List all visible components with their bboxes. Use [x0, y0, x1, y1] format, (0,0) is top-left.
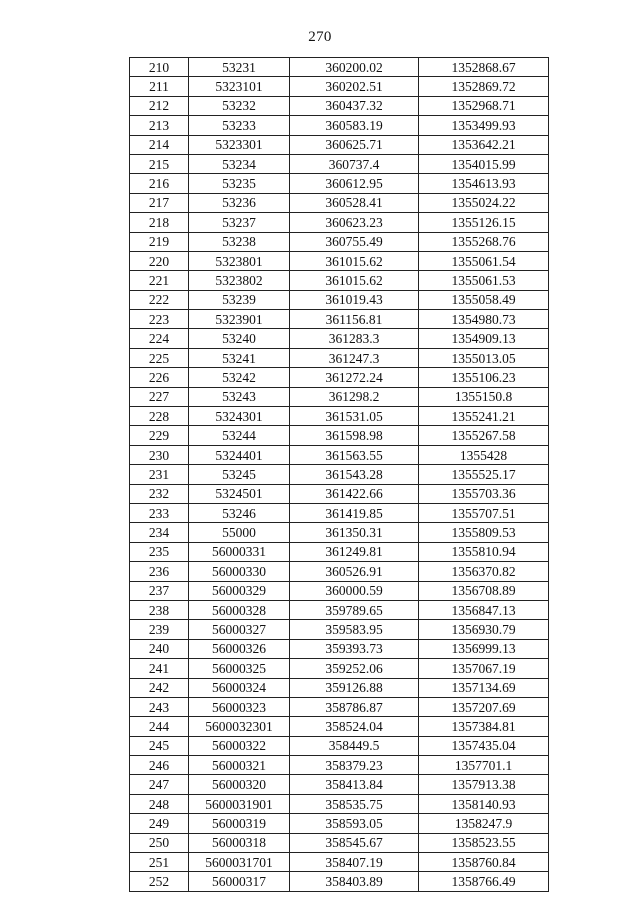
table-row	[130, 853, 549, 872]
point-id-cell: 56000331	[189, 542, 290, 561]
y-coordinate-cell: 1355061.53	[419, 271, 549, 290]
y-coordinate-cell: 1357701.1	[419, 756, 549, 775]
table-row	[130, 717, 549, 736]
table-row	[130, 368, 549, 387]
row-index-cell: 218	[130, 213, 189, 232]
row-index-cell: 243	[130, 697, 189, 716]
point-id-cell: 5600031901	[189, 794, 290, 813]
table-row	[130, 407, 549, 426]
y-coordinate-cell: 1355703.36	[419, 484, 549, 503]
x-coordinate-cell: 358593.05	[290, 814, 419, 833]
table-row	[130, 756, 549, 775]
table-row	[130, 290, 549, 309]
y-coordinate-cell: 1356847.13	[419, 600, 549, 619]
point-id-cell: 56000318	[189, 833, 290, 852]
table-row	[130, 348, 549, 367]
x-coordinate-cell: 361283.3	[290, 329, 419, 348]
row-index-cell: 234	[130, 523, 189, 542]
point-id-cell: 53246	[189, 503, 290, 522]
y-coordinate-cell: 1357435.04	[419, 736, 549, 755]
table-row	[130, 833, 549, 852]
table-row	[130, 542, 549, 561]
y-coordinate-cell: 1355106.23	[419, 368, 549, 387]
table-row	[130, 562, 549, 581]
table-row	[130, 697, 549, 716]
x-coordinate-cell: 358524.04	[290, 717, 419, 736]
x-coordinate-cell: 361543.28	[290, 465, 419, 484]
point-id-cell: 5324501	[189, 484, 290, 503]
x-coordinate-cell: 359583.95	[290, 620, 419, 639]
y-coordinate-cell: 1355061.54	[419, 251, 549, 270]
y-coordinate-cell: 1355241.21	[419, 407, 549, 426]
point-id-cell: 56000329	[189, 581, 290, 600]
x-coordinate-cell: 361015.62	[290, 251, 419, 270]
x-coordinate-cell: 359393.73	[290, 639, 419, 658]
y-coordinate-cell: 1352869.72	[419, 77, 549, 96]
table-row	[130, 135, 549, 154]
table-row	[130, 581, 549, 600]
row-index-cell: 236	[130, 562, 189, 581]
point-id-cell: 53242	[189, 368, 290, 387]
table-row	[130, 445, 549, 464]
table-row	[130, 232, 549, 251]
point-id-cell: 5323101	[189, 77, 290, 96]
table-row	[130, 503, 549, 522]
coordinates-table-body	[130, 58, 549, 892]
row-index-cell: 220	[130, 251, 189, 270]
point-id-cell: 56000325	[189, 659, 290, 678]
y-coordinate-cell: 1355268.76	[419, 232, 549, 251]
point-id-cell: 5323802	[189, 271, 290, 290]
x-coordinate-cell: 360583.19	[290, 116, 419, 135]
row-index-cell: 248	[130, 794, 189, 813]
point-id-cell: 53238	[189, 232, 290, 251]
point-id-cell: 56000328	[189, 600, 290, 619]
point-id-cell: 56000326	[189, 639, 290, 658]
row-index-cell: 233	[130, 503, 189, 522]
row-index-cell: 230	[130, 445, 189, 464]
table-row	[130, 329, 549, 348]
row-index-cell: 214	[130, 135, 189, 154]
row-index-cell: 240	[130, 639, 189, 658]
row-index-cell: 219	[130, 232, 189, 251]
row-index-cell: 239	[130, 620, 189, 639]
x-coordinate-cell: 360526.91	[290, 562, 419, 581]
table-row	[130, 620, 549, 639]
x-coordinate-cell: 360755.49	[290, 232, 419, 251]
y-coordinate-cell: 1356930.79	[419, 620, 549, 639]
x-coordinate-cell: 361298.2	[290, 387, 419, 406]
table-row	[130, 426, 549, 445]
table-row	[130, 523, 549, 542]
y-coordinate-cell: 1358766.49	[419, 872, 549, 891]
row-index-cell: 223	[130, 310, 189, 329]
row-index-cell: 235	[130, 542, 189, 561]
row-index-cell: 244	[130, 717, 189, 736]
x-coordinate-cell: 360437.32	[290, 96, 419, 115]
table-row	[130, 872, 549, 891]
point-id-cell: 53233	[189, 116, 290, 135]
x-coordinate-cell: 360528.41	[290, 193, 419, 212]
x-coordinate-cell: 360202.51	[290, 77, 419, 96]
table-row	[130, 736, 549, 755]
row-index-cell: 222	[130, 290, 189, 309]
row-index-cell: 251	[130, 853, 189, 872]
coordinates-table	[129, 57, 549, 892]
y-coordinate-cell: 1355267.58	[419, 426, 549, 445]
y-coordinate-cell: 1355013.05	[419, 348, 549, 367]
x-coordinate-cell: 358449.5	[290, 736, 419, 755]
row-index-cell: 215	[130, 154, 189, 173]
point-id-cell: 56000320	[189, 775, 290, 794]
point-id-cell: 53244	[189, 426, 290, 445]
row-index-cell: 246	[130, 756, 189, 775]
y-coordinate-cell: 1355024.22	[419, 193, 549, 212]
row-index-cell: 227	[130, 387, 189, 406]
point-id-cell: 56000321	[189, 756, 290, 775]
y-coordinate-cell: 1355126.15	[419, 213, 549, 232]
y-coordinate-cell: 1354015.99	[419, 154, 549, 173]
table-row	[130, 193, 549, 212]
y-coordinate-cell: 1358247.9	[419, 814, 549, 833]
table-row	[130, 174, 549, 193]
row-index-cell: 232	[130, 484, 189, 503]
y-coordinate-cell: 1355525.17	[419, 465, 549, 484]
table-row	[130, 814, 549, 833]
x-coordinate-cell: 360612.95	[290, 174, 419, 193]
y-coordinate-cell: 1358523.55	[419, 833, 549, 852]
row-index-cell: 247	[130, 775, 189, 794]
x-coordinate-cell: 361563.55	[290, 445, 419, 464]
y-coordinate-cell: 1354909.13	[419, 329, 549, 348]
row-index-cell: 231	[130, 465, 189, 484]
x-coordinate-cell: 361350.31	[290, 523, 419, 542]
table-row	[130, 794, 549, 813]
row-index-cell: 213	[130, 116, 189, 135]
y-coordinate-cell: 1357207.69	[419, 697, 549, 716]
page-number: 270	[308, 29, 332, 45]
row-index-cell: 221	[130, 271, 189, 290]
point-id-cell: 56000322	[189, 736, 290, 755]
x-coordinate-cell: 360737.4	[290, 154, 419, 173]
point-id-cell: 5600032301	[189, 717, 290, 736]
x-coordinate-cell: 358403.89	[290, 872, 419, 891]
point-id-cell: 5323801	[189, 251, 290, 270]
table-row	[130, 387, 549, 406]
row-index-cell: 229	[130, 426, 189, 445]
table-row	[130, 484, 549, 503]
x-coordinate-cell: 361272.24	[290, 368, 419, 387]
point-id-cell: 53240	[189, 329, 290, 348]
y-coordinate-cell: 1352968.71	[419, 96, 549, 115]
y-coordinate-cell: 1356999.13	[419, 639, 549, 658]
row-index-cell: 245	[130, 736, 189, 755]
point-id-cell: 5323901	[189, 310, 290, 329]
y-coordinate-cell: 1357384.81	[419, 717, 549, 736]
table-row	[130, 213, 549, 232]
row-index-cell: 216	[130, 174, 189, 193]
row-index-cell: 238	[130, 600, 189, 619]
row-index-cell: 212	[130, 96, 189, 115]
x-coordinate-cell: 358413.84	[290, 775, 419, 794]
point-id-cell: 53237	[189, 213, 290, 232]
x-coordinate-cell: 360200.02	[290, 58, 419, 77]
y-coordinate-cell: 1355058.49	[419, 290, 549, 309]
point-id-cell: 53234	[189, 154, 290, 173]
y-coordinate-cell: 1355428	[419, 445, 549, 464]
y-coordinate-cell: 1356370.82	[419, 562, 549, 581]
table-row	[130, 116, 549, 135]
row-index-cell: 242	[130, 678, 189, 697]
point-id-cell: 5600031701	[189, 853, 290, 872]
x-coordinate-cell: 358545.67	[290, 833, 419, 852]
table-row	[130, 310, 549, 329]
y-coordinate-cell: 1357134.69	[419, 678, 549, 697]
point-id-cell: 53245	[189, 465, 290, 484]
y-coordinate-cell: 1358140.93	[419, 794, 549, 813]
x-coordinate-cell: 360623.23	[290, 213, 419, 232]
point-id-cell: 56000327	[189, 620, 290, 639]
x-coordinate-cell: 359789.65	[290, 600, 419, 619]
row-index-cell: 225	[130, 348, 189, 367]
x-coordinate-cell: 358379.23	[290, 756, 419, 775]
point-id-cell: 53231	[189, 58, 290, 77]
point-id-cell: 55000	[189, 523, 290, 542]
table-row	[130, 251, 549, 270]
table-row	[130, 465, 549, 484]
y-coordinate-cell: 1355150.8	[419, 387, 549, 406]
x-coordinate-cell: 361422.66	[290, 484, 419, 503]
y-coordinate-cell: 1356708.89	[419, 581, 549, 600]
point-id-cell: 56000319	[189, 814, 290, 833]
point-id-cell: 5324401	[189, 445, 290, 464]
x-coordinate-cell: 361249.81	[290, 542, 419, 561]
table-row	[130, 600, 549, 619]
table-row	[130, 775, 549, 794]
table-row	[130, 678, 549, 697]
point-id-cell: 5324301	[189, 407, 290, 426]
point-id-cell: 53235	[189, 174, 290, 193]
x-coordinate-cell: 359126.88	[290, 678, 419, 697]
point-id-cell: 5323301	[189, 135, 290, 154]
y-coordinate-cell: 1355809.53	[419, 523, 549, 542]
y-coordinate-cell: 1355707.51	[419, 503, 549, 522]
table-row	[130, 271, 549, 290]
y-coordinate-cell: 1352868.67	[419, 58, 549, 77]
y-coordinate-cell: 1353642.21	[419, 135, 549, 154]
point-id-cell: 53236	[189, 193, 290, 212]
x-coordinate-cell: 360000.59	[290, 581, 419, 600]
row-index-cell: 228	[130, 407, 189, 426]
x-coordinate-cell: 361156.81	[290, 310, 419, 329]
row-index-cell: 217	[130, 193, 189, 212]
row-index-cell: 252	[130, 872, 189, 891]
x-coordinate-cell: 361015.62	[290, 271, 419, 290]
row-index-cell: 211	[130, 77, 189, 96]
table-row	[130, 58, 549, 77]
x-coordinate-cell: 361247.3	[290, 348, 419, 367]
y-coordinate-cell: 1358760.84	[419, 853, 549, 872]
point-id-cell: 56000323	[189, 697, 290, 716]
table-row	[130, 154, 549, 173]
x-coordinate-cell: 361419.85	[290, 503, 419, 522]
x-coordinate-cell: 361531.05	[290, 407, 419, 426]
row-index-cell: 249	[130, 814, 189, 833]
row-index-cell: 224	[130, 329, 189, 348]
point-id-cell: 53239	[189, 290, 290, 309]
row-index-cell: 250	[130, 833, 189, 852]
point-id-cell: 53243	[189, 387, 290, 406]
y-coordinate-cell: 1357913.38	[419, 775, 549, 794]
row-index-cell: 210	[130, 58, 189, 77]
x-coordinate-cell: 358407.19	[290, 853, 419, 872]
y-coordinate-cell: 1353499.93	[419, 116, 549, 135]
table-row	[130, 96, 549, 115]
x-coordinate-cell: 358786.87	[290, 697, 419, 716]
x-coordinate-cell: 360625.71	[290, 135, 419, 154]
point-id-cell: 53232	[189, 96, 290, 115]
y-coordinate-cell: 1354980.73	[419, 310, 549, 329]
x-coordinate-cell: 358535.75	[290, 794, 419, 813]
x-coordinate-cell: 359252.06	[290, 659, 419, 678]
row-index-cell: 226	[130, 368, 189, 387]
y-coordinate-cell: 1355810.94	[419, 542, 549, 561]
x-coordinate-cell: 361598.98	[290, 426, 419, 445]
point-id-cell: 56000330	[189, 562, 290, 581]
y-coordinate-cell: 1354613.93	[419, 174, 549, 193]
row-index-cell: 241	[130, 659, 189, 678]
point-id-cell: 56000317	[189, 872, 290, 891]
table-row	[130, 639, 549, 658]
point-id-cell: 53241	[189, 348, 290, 367]
point-id-cell: 56000324	[189, 678, 290, 697]
row-index-cell: 237	[130, 581, 189, 600]
y-coordinate-cell: 1357067.19	[419, 659, 549, 678]
x-coordinate-cell: 361019.43	[290, 290, 419, 309]
table-row	[130, 77, 549, 96]
table-row	[130, 659, 549, 678]
